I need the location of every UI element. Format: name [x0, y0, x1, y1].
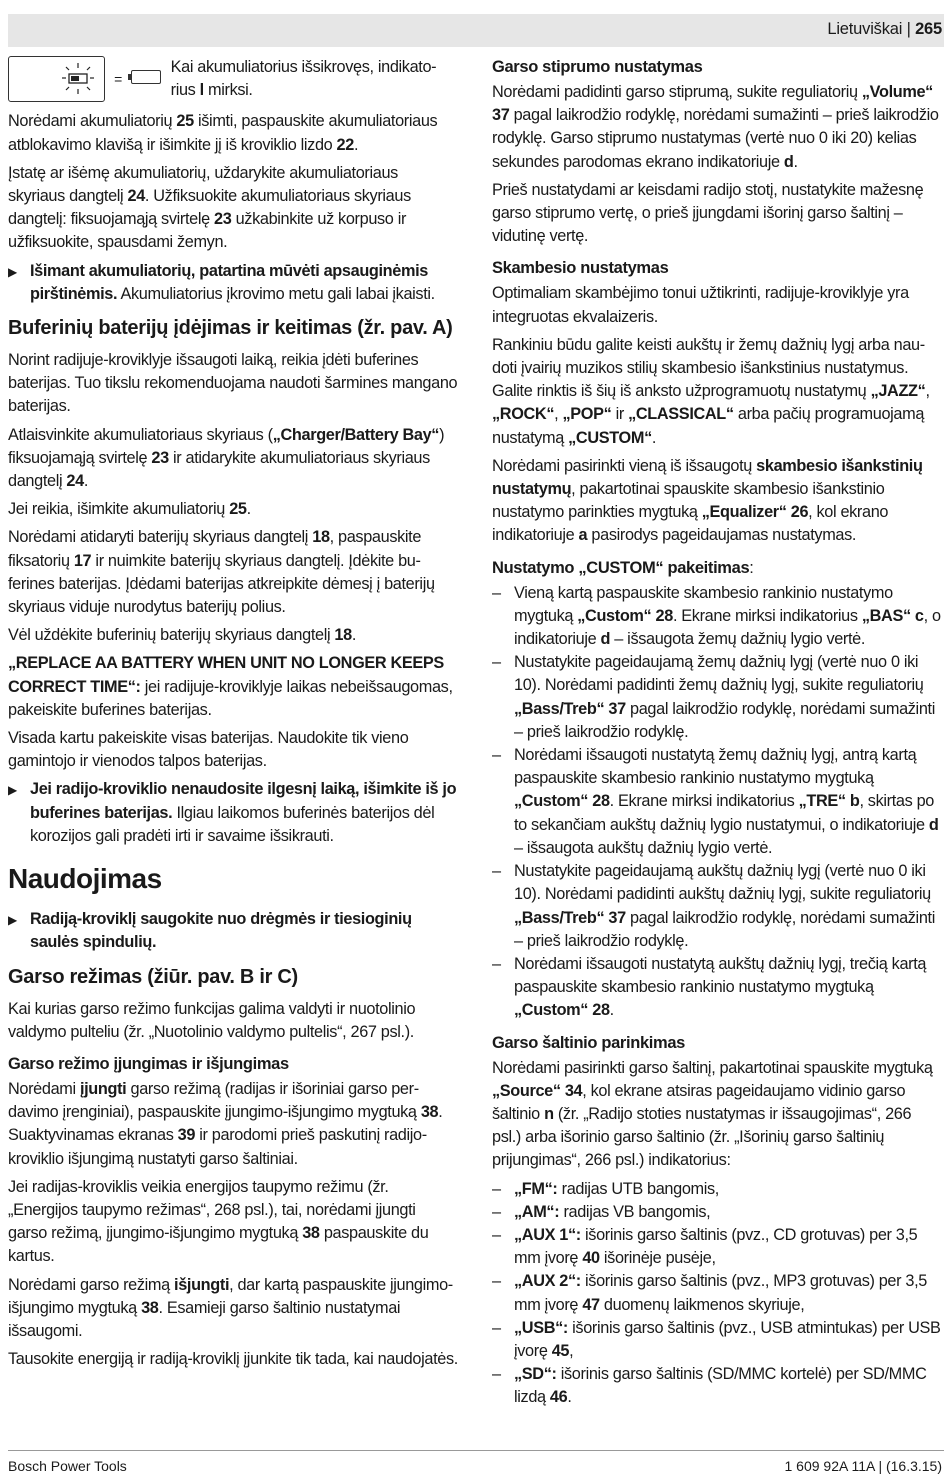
indicator-letter: a — [578, 526, 588, 545]
triangle-bullet-icon: ▶ — [8, 913, 17, 928]
item-text — [514, 860, 942, 953]
dash-bullet: – — [492, 1225, 501, 1244]
text-run: . — [83, 472, 89, 491]
control-ref: „Custom“ 28 — [514, 792, 610, 811]
text-run: ir atidarykite akumuliatoriaus skyriaus dangtelį — [8, 448, 430, 491]
text-run: Norėdami pasirinkti vieną iš išsaugotų — [492, 456, 757, 475]
text-run: arba pačių programuojamą nustatymą — [492, 405, 925, 447]
text-run: mirksi. — [203, 81, 253, 100]
text-run: išorinis garso šaltinis (pvz., CD grotuvas) per 3,5 mm įvorę — [514, 1225, 918, 1268]
text-run: išorinėje pusėje, — [599, 1249, 716, 1268]
source-name: „SD“: — [514, 1365, 557, 1384]
warning-bold: Išimant akumuliatorių, patartina mūvėti apsauginėmis pirštinėmis. — [30, 261, 428, 303]
dash-bullet: – — [492, 746, 501, 765]
warning-bold: Radiją-kroviklį saugokite nuo drėgmės ir tiesioginių saulės spindulių. — [30, 910, 412, 952]
text-run: išorinis garso šaltinis (pvz., USB atmintukas) per USB įvorę — [514, 1318, 941, 1360]
text-run: radijas UTB bangomis, — [557, 1179, 719, 1198]
item-text — [514, 1224, 942, 1270]
dash-bullet: – — [492, 653, 501, 672]
source-name: „AUX 1“: — [514, 1225, 581, 1244]
text-run: . Užfiksuokite akumuliatoriaus skyriaus dangtelį: fiksuojamąją svirtelę — [8, 187, 411, 229]
text-run: pagal laikrodžio rodyklę, norėdami sumažinti – prieš laikrodžio rodyklę. — [514, 908, 935, 950]
footer-doc-number: 1 609 92A 11A | (16.3.15) — [784, 1458, 942, 1474]
text-run: . Ekrane mirksi indikatorius — [672, 606, 862, 625]
dash-bullet: – — [492, 1179, 501, 1198]
preset-name: „POP“ — [562, 405, 612, 424]
list-item — [492, 860, 942, 953]
control-ref: „Volume“ 37 — [492, 83, 933, 125]
list-item — [492, 1270, 942, 1316]
footer-brand: Bosch Power Tools — [8, 1458, 127, 1474]
ref-number: 18 — [334, 626, 352, 645]
paragraph — [8, 1274, 458, 1344]
ref-number: 22 — [336, 135, 354, 154]
header-bar — [8, 14, 944, 47]
custom-steps-list — [492, 582, 942, 1023]
text-run: Nustatykite pageidaujamą aukštų dažnių lygį (vertė nuo 0 iki 10). Norėdami padidinti aukštų dažnių lygį, sukite reguliatorių — [514, 862, 931, 904]
warning-note — [8, 908, 458, 954]
text-run: – išsaugota aukštų dažnių lygio vertė. — [514, 838, 773, 857]
paragraph — [492, 334, 942, 450]
dash-bullet: – — [492, 862, 501, 881]
paragraph: Tausokite energiją ir radiją-kroviklį įjunkite tik tada, kai naudojatės. — [8, 1350, 458, 1369]
empty-battery-icon — [131, 70, 161, 84]
indicator-ref: „TRE“ b — [798, 792, 860, 811]
ref-number: 46 — [549, 1388, 568, 1407]
control-ref: „Bass/Treb“ 37 — [514, 699, 626, 718]
text-run: ir parodomi prieš paskutinį radijo-kroviklio išjungimą nustatyti garso šaltiniai. — [8, 1126, 427, 1168]
source-list — [492, 1178, 942, 1410]
source-name: „AM“: — [514, 1202, 560, 1221]
label-bold: „Charger/Battery Bay“ — [272, 425, 440, 444]
text-run: jei radijuje-kroviklyje laikas nebeišsaugomas, pakeiskite buferines baterijas. — [8, 677, 453, 719]
item-text — [514, 1270, 942, 1316]
paragraph — [492, 1057, 942, 1173]
item-text — [514, 651, 942, 744]
subsection-heading — [492, 557, 942, 580]
display-message: „REPLACE AA BATTERY WHEN UNIT NO LONGER KEEPS CORRECT TIME“: — [8, 654, 444, 696]
text-run: Vėl uždėkite buferinių baterijų skyriaus dangtelį — [8, 626, 335, 645]
ref-number: 38 — [302, 1224, 320, 1243]
control-ref: „Custom“ 28 — [577, 606, 673, 625]
ref-number: 25 — [176, 112, 194, 131]
chapter-heading: Naudojimas — [8, 863, 162, 895]
preset-name: „CLASSICAL“ — [628, 405, 734, 424]
text-run: – išsaugota žemų dažnių lygio vertė. — [610, 630, 866, 649]
text-run: Įstatę ar išėmę akumuliatorių, uždarykite akumuliatoriaus skyriaus dangtelį — [8, 163, 398, 206]
text-run: Ilgiau laikomos buferinės baterijos dėl korozijos gali pradėti irti ir savaime išsikrauti. — [30, 803, 435, 845]
right-column — [492, 56, 942, 1415]
ref-number: 38 — [420, 1103, 439, 1122]
text-run: . — [793, 152, 798, 171]
dash-bullet: – — [492, 1202, 501, 1221]
ref-number: 40 — [582, 1249, 600, 1268]
text-run: Jei reikia, išimkite akumuliatorių — [8, 500, 230, 519]
list-item — [492, 744, 942, 860]
text-run: išorinis garso šaltinis (SD/MMC kortelė) per SD/MMC lizdą — [514, 1365, 927, 1407]
item-text — [514, 1178, 719, 1201]
battery-indicator-text — [171, 56, 458, 102]
text-run: , pakartotinai spauskite skambesio išankstinio nustatymo parinkties mygtuką — [492, 480, 885, 522]
source-name: „AUX 2“: — [514, 1272, 581, 1291]
indicator-letter: n — [544, 1104, 554, 1123]
equals-sign: = — [114, 71, 122, 87]
paragraph — [8, 526, 458, 619]
list-item — [492, 1363, 942, 1409]
paragraph: Optimaliam skambėjimo tonui užtikrinti, radijuje-kroviklyje yra integruotas ekvalaizeris. — [492, 284, 909, 326]
text-run: Kai akumuliatorius išsikrovęs, indikato- — [170, 58, 437, 76]
preset-name: „JAZZ“ — [870, 382, 926, 401]
section-heading: Garso režimas (žiūr. pav. B ir C) — [8, 965, 298, 988]
text-run: . Esamieji garso šaltinio nustatymai išsaugomi. — [8, 1298, 401, 1340]
paragraph — [8, 624, 458, 647]
subsection-heading: Garso šaltinio parinkimas — [492, 1033, 685, 1052]
text-run: Atlaisvinkite akumuliatoriaus skyriaus ( — [8, 425, 273, 444]
paragraph: Kai kurias garso režimo funkcijas galima valdyti ir nuotolinio valdymo pulteliu (žr. „Nuotolinio valdymo pultelis“, 267 psl.). — [8, 999, 416, 1041]
paragraph — [8, 110, 458, 156]
triangle-bullet-icon: ▶ — [8, 783, 17, 798]
text-run: , — [554, 405, 563, 424]
text-run: Norėdami atidaryti baterijų skyriaus dangtelį — [8, 528, 313, 547]
ref-number: 45 — [551, 1341, 570, 1360]
dash-bullet: – — [492, 1318, 501, 1337]
text-run: . — [609, 1001, 614, 1020]
control-ref: „Custom“ 28 — [514, 1001, 610, 1020]
indicator-letter: d — [600, 630, 611, 649]
dash-bullet: – — [492, 583, 501, 602]
preset-name: „CUSTOM“ — [568, 428, 652, 447]
text-run: , — [925, 382, 930, 401]
text-run: Jei radijas-kroviklis veikia energijos taupymo režimu (žr. „Energijos taupymo režimas“, 268 psl.), tai, norėdami įjungti garso režimą, įjungimo-išjungimo mygtuką — [8, 1177, 416, 1243]
text-run: garso režimą (radijas ir išoriniai garso perdavimo įrenginiai), paspauskite įjungimo-išjungimo mygtuką — [8, 1079, 421, 1122]
ref-number: 38 — [141, 1298, 159, 1317]
text-run: paspauskite du kartus. — [8, 1224, 429, 1266]
text-run: Rankiniu būdu galite keisti aukštų ir žemų dažnių lygį arba naudoti įvairių muzikos stilių skambesio išankstinius nustatymus. Galite rinktis iš šių iš anksto užprogramuotų nustatymų — [492, 335, 926, 401]
text-run: Vieną kartą paspauskite skambesio rankinio nustatymo mygtuką — [514, 583, 893, 625]
ref-number: 39 — [177, 1126, 196, 1145]
text-run: Akumuliatorius įkrovimo metu gali labai įkaisti. — [117, 284, 435, 303]
text-run: , o indikatoriuje — [514, 606, 941, 649]
paragraph: Norint radijuje-kroviklyje išsaugoti laiką, reikia įdėti buferines baterijas. Tuo tikslu rekomenduojama naudoti šarmines mangano baterijas. — [8, 351, 458, 416]
list-item — [492, 953, 942, 1023]
ref-number: 47 — [582, 1295, 600, 1314]
indicator-letter: d — [928, 815, 939, 834]
text-run: pagal laikrodžio rodyklę, norėdami sumažinti – prieš laikrodžio rodyklę. Garso stiprumo nustatymas (vertė nuo 0 iki 20) kelias sekundes parodomas ekrano indikatoriuje — [492, 106, 939, 171]
control-ref: „Equalizer“ 26 — [701, 503, 809, 522]
ref-number: 23 — [214, 210, 232, 229]
text-run: . — [353, 135, 359, 154]
list-item — [492, 1224, 942, 1270]
ref-number: 18 — [312, 528, 330, 547]
emphasis: įjungti — [79, 1079, 127, 1098]
dash-bullet: – — [492, 1365, 501, 1384]
text-run: ir nuimkite baterijų skyriaus dangtelį. Įdėkite buferines baterijas. Įdėdami baterijas atkreipkite dėmesį į baterijų skyriaus viduje nurodytus baterijų polius. — [8, 551, 435, 617]
item-text — [514, 1363, 942, 1409]
triangle-bullet-icon: ▶ — [8, 264, 17, 279]
text-run: duomenų laikmenos skyriuje, — [599, 1295, 805, 1314]
item-text — [514, 744, 942, 860]
header-separator: | — [902, 20, 916, 38]
indicator-ref: „BAS“ c — [861, 606, 924, 625]
text-run: išimti, paspauskite akumuliatoriaus atblokavimo klavišą ir išimkite jį iš kroviklio lizdo — [8, 112, 438, 154]
control-ref: „Source“ 34 — [492, 1081, 583, 1100]
text-run: Norėdami akumuliatorių — [8, 112, 177, 131]
subsection-heading: Garso stiprumo nustatymas — [492, 58, 703, 76]
paragraph — [8, 652, 458, 722]
ref-number: 17 — [73, 551, 92, 570]
text-run: Norėdami išsaugoti nustatytą žemų dažnių lygį, antrą kartą paspauskite skambesio rankinio nustatymo mygtuką — [514, 746, 917, 788]
heading-colon: : — [749, 558, 754, 577]
page-header — [827, 20, 942, 39]
paragraph — [492, 455, 942, 548]
warning-note — [8, 260, 458, 306]
ref-number: 23 — [151, 448, 169, 467]
paragraph — [8, 1176, 458, 1269]
paragraph — [492, 81, 942, 174]
text-run: Norėdami pasirinkti garso šaltinį, pakartotinai spauskite mygtuką — [492, 1058, 933, 1077]
text-run: . Suaktyvinamas ekranas — [8, 1103, 443, 1145]
paragraph — [8, 498, 458, 521]
warning-text — [30, 778, 458, 848]
subsection-heading: Garso režimo įjungimas ir išjungimas — [8, 1054, 289, 1073]
section-heading: Buferinių baterijų įdėjimas ir keitimas (žr. pav. A) — [8, 317, 453, 340]
warning-note — [8, 778, 458, 848]
list-item — [492, 1317, 942, 1363]
text-run: (žr. „Radijo stoties nustatymas ir išsaugojimas“, 266 psl.) arba išorinio garso šaltinio (žr. „Išorinių garso šaltinių prijungimas“, 266 psl.) indikatorius: — [492, 1104, 912, 1170]
item-text — [514, 953, 942, 1023]
text-run: . — [567, 1388, 572, 1407]
left-column — [8, 56, 458, 1376]
text-run: Norėdami padidinti garso stiprumą, sukite reguliatorių — [492, 83, 862, 101]
text-run: , — [569, 1341, 574, 1360]
list-item — [492, 1201, 942, 1224]
text-run: Norėdami — [8, 1079, 80, 1098]
text-run: , kol ekrano indikatoriuje — [492, 503, 889, 545]
paragraph: Prieš nustatydami ar keisdami radijo stotį, nustatykite mažesnę garso stiprumo vertę, o prieš įjungdami išorinį garso šaltinį – vidutinę vertę. — [492, 180, 924, 246]
text-run: . — [351, 626, 357, 645]
blinking-battery-icon — [9, 57, 104, 100]
text-run: ir — [611, 405, 629, 424]
subsection-heading: Skambesio nustatymas — [492, 259, 669, 278]
text-run: Norėdami išsaugoti nustatytą aukštų dažnių lygį, trečią kartą paspauskite skambesio rankinio nustatymo mygtuką — [514, 954, 927, 997]
list-item — [492, 582, 942, 652]
item-text — [514, 1317, 942, 1363]
ref-number: 24 — [127, 187, 145, 206]
dash-bullet: – — [492, 1272, 501, 1291]
paragraph — [8, 424, 458, 494]
control-ref: „Bass/Treb“ 37 — [514, 908, 626, 927]
text-run: . Ekrane mirksi indikatorius — [609, 792, 799, 811]
item-text — [514, 582, 942, 652]
text-run: , paspauskite fiksatorių — [8, 528, 422, 570]
header-language: Lietuviškai — [827, 20, 903, 38]
lcd-display-icon — [8, 56, 105, 102]
indicator-letter: l — [199, 81, 204, 100]
paragraph — [8, 1078, 458, 1171]
text-run: radijas VB bangomis, — [559, 1202, 711, 1221]
text-run: , skirtas po to sekančiam aukštų dažnių lygio nustatymui, o indikatoriuje — [514, 792, 934, 834]
emphasis: išjungti — [174, 1275, 230, 1294]
text-run: . — [246, 500, 251, 519]
indicator-letter: d — [783, 152, 794, 171]
paragraph — [8, 162, 458, 255]
warning-bold: Jei radijo-kroviklio nenaudosite ilgesnį laiką, išimkite iš jo buferines baterijas. — [30, 780, 457, 822]
source-name: „FM“: — [514, 1179, 558, 1198]
paragraph: Visada kartu pakeiskite visas baterijas. Naudokite tik vieno gamintojo ir vienodos talpos baterijas. — [8, 729, 409, 771]
heading-text: Nustatymo „CUSTOM“ pakeitimas — [492, 558, 750, 577]
text-run: . — [651, 428, 657, 447]
emphasis: skambesio išankstinių nustatymų — [492, 456, 923, 499]
text-run: pagal laikrodžio rodyklę, norėdami sumažinti – prieš laikrodžio rodyklę. — [514, 699, 935, 741]
battery-indicator-block — [8, 56, 458, 102]
text-run: Norėdami garso režimą — [8, 1275, 175, 1294]
item-text — [514, 1201, 710, 1224]
text-run: užkabinkite už korpuso ir užfiksuokite, spausdami žemyn. — [8, 210, 407, 252]
source-name: „USB“: — [514, 1318, 568, 1337]
text-run: , kol ekrane atsiras pageidaujamo vidinio garso šaltinio — [492, 1081, 906, 1123]
ref-number: 24 — [66, 472, 84, 491]
text-run: pasirodys pageidaujamas nustatymas. — [587, 526, 857, 545]
text-run: , dar kartą paspauskite įjungimo-išjungimo mygtuką — [8, 1275, 453, 1317]
dash-bullet: – — [492, 954, 501, 973]
text-run: rius — [170, 81, 200, 100]
preset-name: „ROCK“ — [492, 405, 555, 424]
footer-rule — [8, 1450, 944, 1451]
list-item — [492, 651, 942, 744]
list-item — [492, 1178, 942, 1201]
ref-number: 25 — [229, 500, 247, 519]
page-number: 265 — [915, 20, 942, 38]
warning-text — [30, 260, 458, 306]
text-run: ) fiksuojamąją svirtelę — [8, 425, 445, 467]
text-run: Nustatykite pageidaujamą žemų dažnių lygį (vertė nuo 0 iki 10). Norėdami padidinti žemų dažnių lygį, sukite reguliatorių — [514, 653, 924, 695]
text-run: išorinis garso šaltinis (pvz., MP3 grotuvas) per 3,5 mm įvorę — [514, 1272, 927, 1314]
